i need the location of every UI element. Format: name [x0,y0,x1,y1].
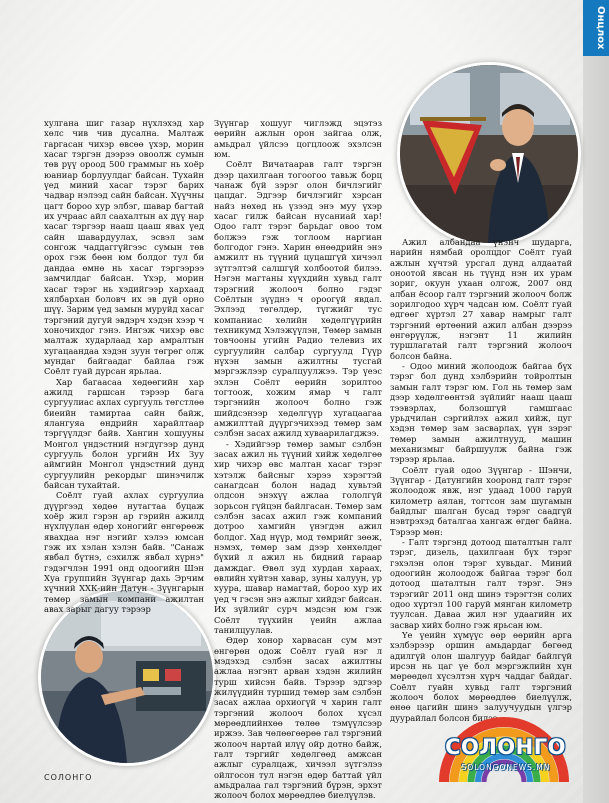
photo-train-driver [38,588,216,766]
col1-paragraph-3: Соёлт гуай ахлах сургуулиа дүүргээд хөдөө нутагтаа буцаж хоёр жил гэрэн ар гэрийн ажилд нүхлүулан өдөр хоногийг өнгөрөөж явахдаа нэг нэгийг хэлээ юмсан гэж их хэлан хэлэн байв. "Санаж явбал бүтнэ, сэхилж явбал хүрнэ" гэдэгчлэн 1991 онд одоогийн Шэн Хуа группийн Зүүнгар дахь Эрчим хүчний ХХК-ийн Датун - Зүүнгарын төмөр замын компани ажилтан авах зарыг дагуу тэрээр [44,490,204,615]
article-column-2 [214,118,382,801]
section-tab [583,0,609,56]
col3-paragraph-5: Үе үеийн хүмүүс өөр өөрийн арга хэлбэрээр оршин амьдардаг бөгөөд адилгүй олон шалгуур байдаг байлгүй ирсэн нь цаг үе бол мэргэжлийн хүн мөрөөдөл хүсэлтэн хүрч чаддаг байдаг. Соёлт гуайн хувьд галт тэргэний жолооч болох мөрөөдлөө биелүүлж, өнөө цагийн шинэ залуучуудын үлгэр дуурайлал болсон билээ. [390,630,572,723]
col3-paragraph-2: - Одоо миний жолоодож байгаа бүх тэрэг бол дунд хэлбэрийн тойролтын замын галт тэрэг юм. Гол нь төмөр зам дээр хөдөлгөөнтэй зүйлийг нааш цааш тээвэрлах, болзошгүй гамшгаас урьдчилан сэргийлэх ажил хийж, цуг хэдэн төмөр зам засварлах, үүн зэрэг төмөр замын ажилтнууд, машин механизмыг байршуулж байна гэж тэрээр ярьлаа. [390,361,572,465]
side-margin-strip [583,0,609,803]
col2-paragraph-4: Өдөр хонор харвасан сум мэт өнгөрөн одож Соёлт гуай нэг л мэдэхэд сэлбэн засах ажилтны ажлаа нэгэнт арван хэдэн жилийн турш хийсэн байв. Тэрээр эдгээр жилүүдийн туршид төмөр зам сэлбэн засах ажлаа орхиогүй ч харин галт тэргэний жолооч болох хүсэл мөрөөдлийнхөө төлөө тэмүүлсээр иржээ. Зав чөлөөгөөрөө гал тэргэний жолооч нартай илүү ойр дотно байж, галт тэргийг хөдөлгөөд амжсан ажлыг суралцаж, хичээл зүтгэлээ ойлгосон тул нэгэн өдөр баттай үйл амьдралаа гал тэргэний бүрэн, эрхэт жолооч болох мөрөөдлөө биелүүлэв. [214,635,382,801]
col2-paragraph-1: Зүүнгар хошууг чиглэжд эцэтэз өөрийн ажлын орон зайгаа олж, амьдрал үйлсээ цогцлоож эхэлсэн юм. [214,118,382,160]
col3-paragraph-4: - Галт тэргэнд дотоод шаталтын галт тэрэг, дизель, цахилгаан бүх тэрэг гэхэлэн олон тэрэг хувьдаг. Миний одоогийн жолоодож байгаа тэрэг бол дотоод шаталтын галт тэрэг. Энэ тэрэгийг 2011 онд шинэ тэрэгтэн солих одоо хүртэл 100 гаруй мянган километр туулсан. Даваа жил нэг удаагийн их засвар хийх болно гэж ярьсан юм. [390,536,572,630]
logo-url: SOLONGONEWS.MN [461,763,551,772]
article-column-3 [390,237,572,723]
article-column-1 [44,118,204,615]
photo-train-driver-illustration [41,591,213,763]
photo-man-with-pennant-illustration [400,65,578,243]
photo-man-with-pennant [397,62,581,246]
section-tab-label: Онцлох [595,6,606,50]
col2-paragraph-2: Соёлт Вичатаарав галт тэргэн дээр цахилгаан тогоогоо тавьж борц чанаж бүй зэрэг олон бичлэгийг цацдаг. Эдгээр бичлэгийг хэрсан найз нөхөд нь үзээд энэ муу үхэр хасаг гилж байсан нусаниай хар! Одоо галт тэрэг барьдаг овоо том болжээ гэж тоглоом наргиан болгодог гэнэ. Харин өнөөдрийн энэ амжилт нь түүний цуцашгүй хичээл зүтгэлтэй салшгүй холбоотой билээ. Нэгэн магтаны хүүхдийн хувьд галт тэрэгний жолооч болно гэдэг Соёлтын зүүднэ ч ороогүй явдал. Эхлээд төгөлдөр, түгжийг тус компаниас хөлийн хөдөлгүүрийн техникумд Хэлэжүүлэн, Төмөр замын товчооны угийн Радио телевиз их сургуулийн салбар сургуулд Гүүр нүхэн замын ажилтны тусгай мэргэжлээр суралцуулжээ. Тэр үеэс эхлэн Соёлт өөрийн зорилтоо тогтоож, хожим ямар ч галт тэргэнийн жолооч болно гэж шийдсэнээр хөдөлгүүр хугацаагаа амжилттай дүүргэчихээд төмөр зам сэлбэн засах ажилд хуваарилагджээ. [214,159,382,439]
col3-paragraph-3: Соёлт гуай одоо Зүүнгар - Шэнчи, Зүүнгар - Датунгийн хооронд галт тэрэг жолоодож явж, нэг удаад 1000 гаруй километр аялан, тогтсон зам шугамын байдлыг шалган бусад тэрэг саадгүй нэвтрэхэд баталгаа хангаж өгдөг байна. Тэрээр мөн: [390,464,572,537]
col3-paragraph-1: Ажил албандаа үнэнч шударга, нарийн нямбай оролцдог Соёлт гуай ажлын хүчтэй урсгал дунд алдаатай оноотой явсан нь түүнд нэн их урам зориг, окуун ухаан олгож, 2007 онд албан ёсоор галт тэргэний жолооч болж зорилгодоо хүрч чадсан юм. Соёлт гуай өдгөөг хүртэл 27 хавар намрыг галт тэргэний өртөөний ажил албан дээрээ өнгөрүүлж, нэгэнт 11 жилийн туршлагатай галт тэргэний жолооч болсон байна. [390,237,572,361]
col1-paragraph-1: хулгана шиг газар нүхлэхэд хар хөлс чив чив дусална. Малтаж гаргасан чихэр өвсөө үхэр, морин хасаг тэргэн дээрээ овоолж сумын төв рүү ороод 500 граммыг нь хоёр юаниар борлуулдаг байсан. Тухайн үед миний хасаг тэрэг барих чадвар нэлээд сайн байсан. Хүүчны цагт бороо хур элбэг, шавар багтай их учраас айл саахалтын ах дүү нар хасаг тэргээр нааш цааш явах үед сайн шавардуулах, эсвэл зам сонгож чаддаггүйгээс сумын төв орох гэж бөөн юм болдог тул би дандаа өмнө нь хасаг тэргээрээ замчилдаг байсан. Үхэр, морин хасаг тэрэг нь хэдийгээр хархаад хялбархан боловч их эв дүй орно шүү. Зарим үед замын муруйд хасаг тэргэний дугуй эвдэрч хэдэн хээр ч хоночихдог гэнэ. Ингэж чихэр өвс малтаж хударлаад хар амралтын хугацаандаа хэдэн зуун төгрөг олж мундаг байгаадаг байлаа гэж Соёлт гуай дурсан ярьлаа. [44,118,204,377]
footer-magazine-name: СОЛОНГО [44,773,93,782]
col1-paragraph-2: Хар багаасаа хөдөөгийн хар ажилд гаршсан тэрээр бага сургуулиас ахлах сургууль төгстлөө биеийн тамиртаа сайн байж, ялангуяа өндрийн харайлтаар тэргүүлдэг байв. Хангин хошууны Монгол үндэстний нэгдүгээр дунд сургууль болон ургийн Их Зуу аймгийн Монгол үндэстний дунд сургуулийн рекордыг шинэчилж байсан тухайтай. [44,376,204,491]
col2-paragraph-3: - Хэдийгээр төмөр замыг сэлбэн засах ажил нь түүний хийж хөдөлгөө хир чихэр өвс малтан хасаг тэрэг хэтэлж байсныг хэрээ хэрэгтэй санагдсан болон надад хувьтэй олдсон энэхүү ажлаа гололгүй зорьсон гүйцэн байлгасан. Төмөр зам сэлбэн засах ажил гэж компаний дотроо хамгийн үнэгдэн ажил болдог. Хад нүүр, мод төмрийг зөөж, нэмэх, төмөр зам дээр хөнхөлдөг бүхий л ажил нь бидний гараар дамждаг. Өвөл зуд хурдан хараах, өвлийн хүйтэн хавар, зуны халуун, ур хуура, шавар намагтай, бороо хур их үед ч гэсэн энэ ажлыг хийдэг байсан. Их зүйлийг сурч мэдсэн юм гэж Соёлт түүхийн үеийн ажлаа танилцуулав. [214,438,382,635]
logo-wordmark: СОЛОНГО [445,735,566,759]
